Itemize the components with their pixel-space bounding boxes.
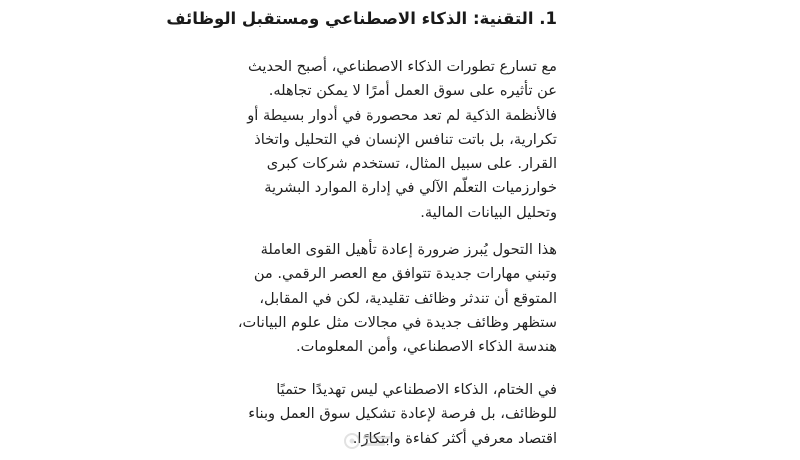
paragraph-intro bbox=[235, 55, 557, 225]
paragraph-line: هذا التحول يُبرز ضرورة إعادة تأهيل القوى العاملة bbox=[260, 241, 557, 258]
paragraph-line: في الختام، الذكاء الاصطناعي ليس تهديدًا حتميًا bbox=[276, 381, 557, 398]
section-heading: 1. التقنية: الذكاء الاصطناعي ومستقبل الوظائف bbox=[166, 9, 557, 28]
paragraph-line: وتحليل البيانات المالية. bbox=[420, 203, 557, 221]
paragraph-line: المتوقع أن تندثر وظائف تقليدية، لكن في المقابل، bbox=[259, 289, 557, 307]
paragraph-line: ستظهر وظائف جديدة في مجالات مثل علوم البيانات، bbox=[237, 313, 557, 331]
paragraph-line: للوظائف، بل فرصة لإعادة تشكيل سوق العمل وبناء bbox=[248, 405, 557, 423]
paragraph-line: مع تسارع تطورات الذكاء الاصطناعي، أصبح الحديث bbox=[248, 58, 557, 75]
paragraph-line: وتبني مهارات جديدة تتوافق مع العصر الرقمي. من bbox=[253, 265, 557, 283]
watermark-logo-icon bbox=[342, 430, 400, 452]
paragraph-line: تكرارية، بل باتت تنافس الإنسان في التحليل واتخاذ bbox=[254, 130, 557, 148]
paragraph-line: القرار. على سبيل المثال، تستخدم شركات كبرى bbox=[266, 155, 557, 173]
paragraph-line: هندسة الذكاء الاصطناعي، وأمن المعلومات. bbox=[296, 338, 557, 356]
paragraph-line: خوارزميات التعلّم الآلي في إدارة الموارد البشرية bbox=[264, 179, 557, 197]
paragraph-line: اقتصاد معرفي أكثر كفاءة وابتكارًا. bbox=[352, 429, 557, 447]
paragraph-line: فالأنظمة الذكية لم تعد محصورة في أدوار بسيطة أو bbox=[247, 106, 557, 124]
paragraph-workforce bbox=[235, 238, 557, 359]
paragraph-line: عن تأثيره على سوق العمل أمرًا لا يمكن تجاهله. bbox=[268, 82, 557, 100]
